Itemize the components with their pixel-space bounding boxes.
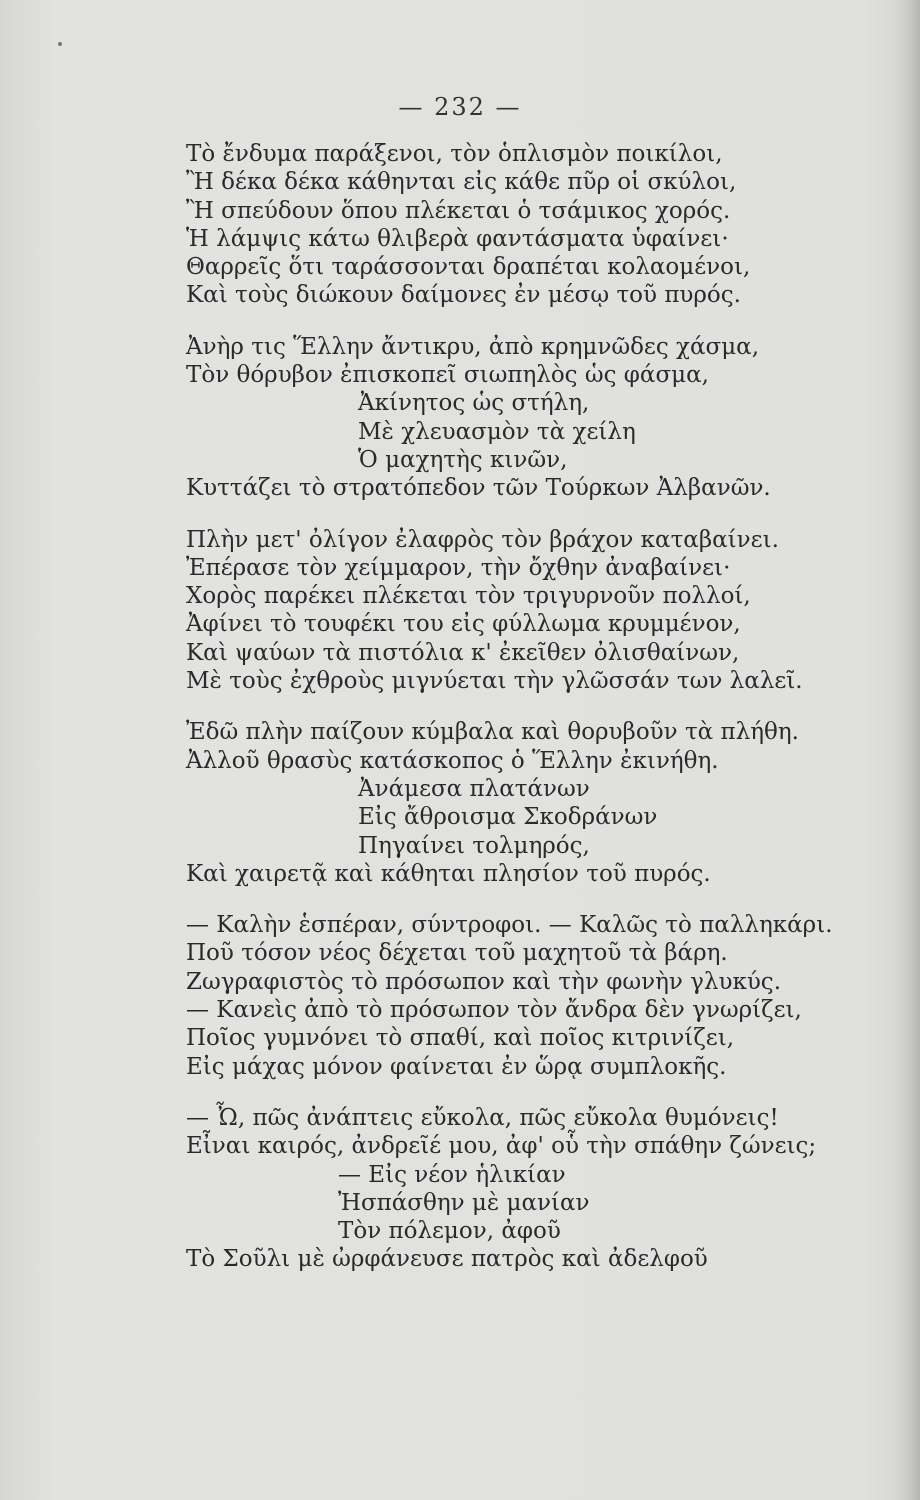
verse-line: Ζωγραφιστὸς τὸ πρόσωπον καὶ τὴν φωνὴν γλυκύς. — [186, 968, 782, 995]
poem-text — [186, 140, 876, 1297]
verse-line-indented: Ἀκίνητος ὡς στήλη, — [358, 390, 590, 417]
verse-line: Ἢ δέκα δέκα κάθηνται εἰς κάθε πῦρ οἱ σκύλοι, — [186, 169, 737, 196]
ink-speck — [58, 42, 62, 46]
verse-line: Καὶ χαιρετᾷ καὶ κάθηται πλησίον τοῦ πυρός. — [186, 860, 711, 887]
verse-line: Εἰς μάχας μόνον φαίνεται ἐν ὥρᾳ συμπλοκῆς. — [186, 1053, 727, 1080]
verse-line: Εἶναι καιρός, ἀνδρεῖέ μου, ἀφ' οὗ τὴν σπάθην ζώνεις; — [186, 1133, 817, 1160]
verse-line: Ἐπέρασε τὸν χείμμαρον, τὴν ὄχθην ἀναβαίνει· — [186, 554, 731, 581]
stanza-6 — [186, 1104, 876, 1274]
verse-line: Ἀφίνει τὸ τουφέκι του εἰς φύλλωμα κρυμμένον, — [186, 611, 741, 638]
verse-line: Μὲ τοὺς ἐχθροὺς μιγνύεται τὴν γλῶσσάν των λαλεῖ. — [186, 668, 803, 695]
verse-line: Τὸν θόρυβον ἐπισκοπεῖ σιωπηλὸς ὡς φάσμα, — [186, 362, 709, 389]
verse-line-indented: Μὲ χλευασμὸν τὰ χείλη — [358, 418, 636, 445]
verse-line: Χορὸς παρέκει πλέκεται τὸν τριγυρνοῦν πολλοί, — [186, 583, 751, 610]
verse-line: Κυττάζει τὸ στρατόπεδον τῶν Τούρκων Ἀλβανῶν. — [186, 475, 771, 502]
verse-line: Καὶ τοὺς διώκουν δαίμονες ἐν μέσῳ τοῦ πυρός. — [186, 282, 741, 309]
verse-line: Ἐδῶ πλὴν παίζουν κύμβαλα καὶ θορυβοῦν τὰ πλήθη. — [186, 719, 799, 746]
verse-line: Καὶ ψαύων τὰ πιστόλια κ' ἐκεῖθεν ὀλισθαίνων, — [186, 639, 740, 666]
stanza-5 — [186, 911, 876, 1081]
verse-line: Ἢ σπεύδουν ὅπου πλέκεται ὁ τσάμικος χορός. — [186, 197, 731, 224]
verse-line: Ποῦ τόσον νέος δέχεται τοῦ μαχητοῦ τὰ βάρη. — [186, 940, 728, 967]
stanza-4 — [186, 718, 876, 888]
stanza-3 — [186, 526, 876, 696]
verse-line: Τὸ Σοῦλι μὲ ὠρφάνευσε πατρὸς καὶ ἀδελφοῦ — [186, 1246, 708, 1273]
verse-line: Τὸ ἔνδυμα παράξενοι, τὸν ὁπλισμὸν ποικίλοι, — [186, 141, 723, 167]
verse-line-indented: Ἀνάμεσα πλατάνων — [358, 775, 590, 802]
verse-line: Πλὴν μετ' ὀλίγον ἐλαφρὸς τὸν βράχον καταβαίνει. — [186, 526, 779, 553]
verse-line-indented: Τὸν πόλεμον, ἀφοῦ — [338, 1218, 561, 1245]
verse-line: — Καλὴν ἑσπέραν, σύντροφοι. — Καλῶς τὸ παλληκάρι. — [186, 912, 833, 939]
page-number: — 232 — — [398, 93, 522, 121]
verse-line: Ποῖος γυμνόνει τὸ σπαθί, καὶ ποῖος κιτρινίζει, — [186, 1025, 735, 1052]
verse-line: — Κανεὶς ἀπὸ τὸ πρόσωπον τὸν ἄνδρα δὲν γνωρίζει, — [186, 997, 802, 1024]
verse-line-indented: — Εἰς νέον ἡλικίαν — [338, 1161, 566, 1188]
verse-line: Ἀλλοῦ θρασὺς κατάσκοπος ὁ Ἕλλην ἐκινήθη. — [186, 747, 719, 774]
page-edge-shadow — [894, 0, 920, 1500]
verse-line-indented: Εἰς ἄθροισμα Σκοδράνων — [358, 804, 658, 831]
verse-line-indented: Πηγαίνει τολμηρός, — [358, 832, 590, 859]
verse-line-indented: Ἠσπάσθην μὲ μανίαν — [338, 1189, 590, 1216]
verse-line: — Ὦ, πῶς ἀνάπτεις εὔκολα, πῶς εὔκολα θυμόνεις! — [186, 1104, 779, 1131]
verse-line: Ἀνὴρ τις Ἕλλην ἄντικρυ, ἀπὸ κρημνῶδες χάσμα, — [186, 333, 760, 360]
stanza-1 — [186, 140, 876, 310]
stanza-2 — [186, 333, 876, 503]
verse-line: Θαρρεῖς ὅτι ταράσσονται δραπέται κολαομένοι, — [186, 254, 751, 281]
verse-line-indented: Ὁ μαχητὴς κινῶν, — [358, 446, 568, 473]
verse-line: Ἡ λάμψις κάτω θλιβερὰ φαντάσματα ὑφαίνει· — [186, 225, 729, 252]
